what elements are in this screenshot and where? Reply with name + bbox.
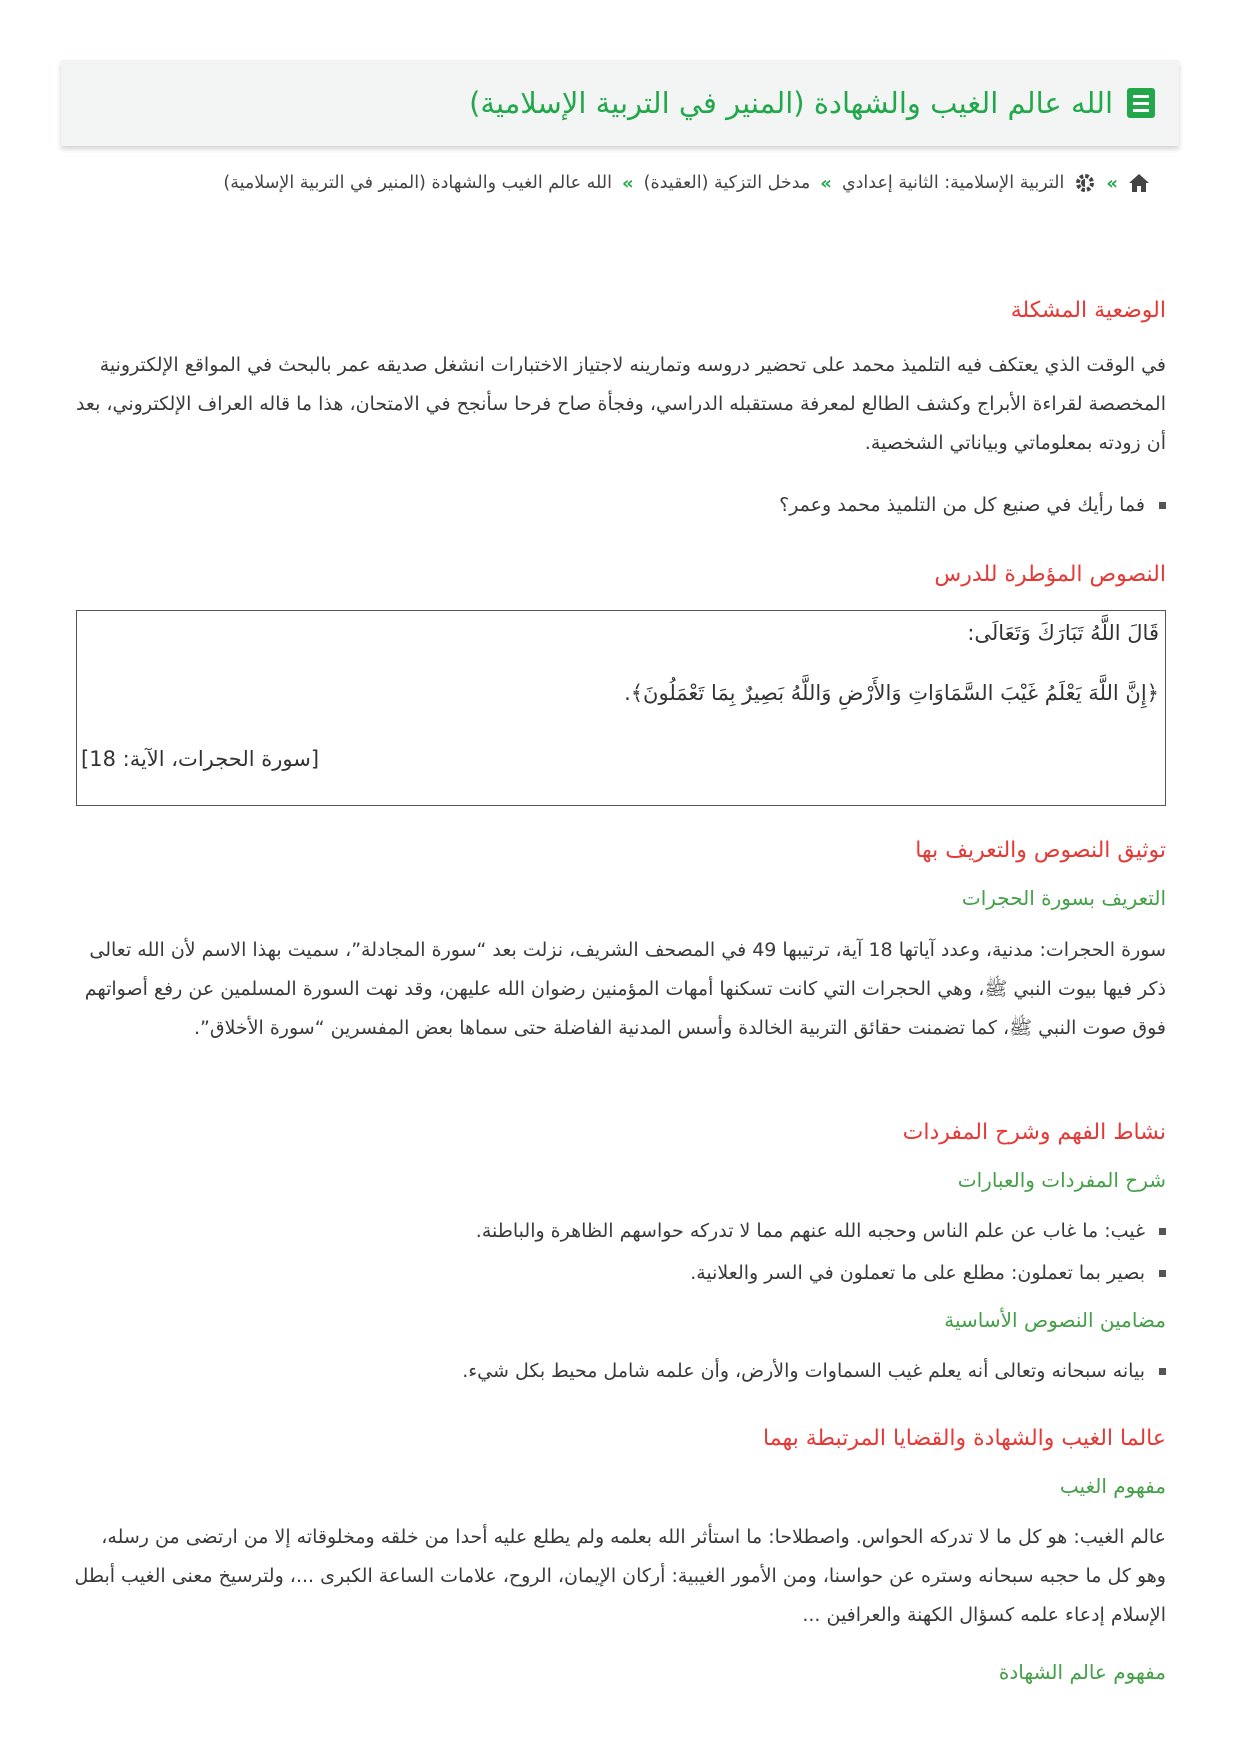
- section-heading-situation: الوضعية المشكلة: [1010, 298, 1166, 323]
- content-item: بيانه سبحانه وتعالى أنه يعلم غيب السماوات والأرض، وأن علمه شامل محيط بكل شيء.: [462, 1360, 1145, 1382]
- breadcrumb: [223, 168, 1150, 198]
- breadcrumb-separator: »: [820, 172, 832, 194]
- surah-paragraph: سورة الحجرات: مدنية، وعدد آياتها 18 آية، ترتيبها 49 في المصحف الشريف، نزلت بعد “سورة المجادلة”، سميت بهذا الاسم لأن الله تعالى ذكر فيها بيوت النبي ﷺ، وهي الحجرات التي كانت تسكنها أمهات المؤمنين رضوان الله عليهن، وقد نهت السورة المسلمين عن رفع أصواتهم فوق صوت النبي ﷺ، كما تضمنت حقائق التربية الخالدة وأسس المدنية الفاضلة حتى سماها بعض المفسرين “سورة الأخلاق”.: [84, 939, 1166, 1039]
- bullet-icon: [1159, 1270, 1166, 1277]
- section-heading-worlds: عالما الغيب والشهادة والقضايا المرتبطة بهما: [763, 1426, 1166, 1451]
- list-item: [690, 1262, 1166, 1284]
- list-item: [779, 494, 1166, 516]
- page-title-bar: [61, 60, 1179, 146]
- document-icon: [1127, 88, 1155, 118]
- list-item: [476, 1220, 1166, 1242]
- home-icon[interactable]: [1128, 173, 1150, 193]
- breadcrumb-item-current: الله عالم الغيب والشهادة (المنير في التربية الإسلامية): [223, 173, 612, 193]
- verse-text: ﴿إِنَّ اللَّهَ يَعْلَمُ غَيْبَ السَّمَاوَاتِ وَالأَرْضِ وَاللَّهُ بَصِيرٌ بِمَا تَعْمَلُونَ﴾.: [624, 681, 1159, 705]
- subheading-unseen: مفهوم الغيب: [1059, 1474, 1166, 1498]
- breadcrumb-item-unit[interactable]: مدخل التزكية (العقيدة): [643, 173, 811, 193]
- breadcrumb-separator: »: [621, 172, 634, 194]
- vocab-item: بصير بما تعملون: مطلع على ما تعملون في السر والعلانية.: [690, 1262, 1145, 1284]
- section-heading-understanding: نشاط الفهم وشرح المفردات: [902, 1120, 1166, 1145]
- subheading-vocab: شرح المفردات والعبارات: [957, 1168, 1166, 1192]
- bullet-icon: [1159, 502, 1166, 509]
- subheading-contents: مضامين النصوص الأساسية: [944, 1308, 1166, 1332]
- settings-icon[interactable]: [1074, 172, 1096, 194]
- verse-reference: [سورة الحجرات، الآية: 18]: [81, 747, 320, 771]
- section-heading-texts: النصوص المؤطرة للدرس: [934, 562, 1166, 587]
- subheading-surah-intro: التعريف بسورة الحجرات: [961, 886, 1166, 910]
- breadcrumb-separator: »: [1106, 172, 1118, 194]
- bullet-icon: [1159, 1228, 1166, 1235]
- verse-intro: قَالَ اللَّهُ تَبَارَكَ وَتَعَالَى:: [967, 621, 1159, 645]
- list-item: [462, 1360, 1166, 1382]
- quran-verse-box: [76, 610, 1166, 806]
- vocab-item: غيب: ما غاب عن علم الناس وحجبه الله عنهم مما لا تدركه حواسهم الظاهرة والباطنة.: [475, 1220, 1145, 1242]
- situation-question: فما رأيك في صنيع كل من التلميذ محمد وعمر؟: [779, 494, 1145, 516]
- subheading-witnessed: مفهوم عالم الشهادة: [998, 1660, 1166, 1684]
- section-heading-documentation: توثيق النصوص والتعريف بها: [915, 838, 1166, 863]
- situation-paragraph: في الوقت الذي يعتكف فيه التلميذ محمد على تحضير دروسه وتمارينه لاجتياز الاختبارات انشغل صديقه عمر بالبحث في المواقع الإلكترونية المخصصة لقراءة الأبراج وكشف الطالع لمعرفة مستقبله الدراسي، وفجأة صاح فرحا سأنجح في الامتحان، هذا ما قاله العراف الإلكتروني، بعد أن زودته بمعلوماتي وبياناتي الشخصية.: [75, 354, 1166, 454]
- breadcrumb-item-grade[interactable]: التربية الإسلامية: الثانية إعدادي: [841, 173, 1065, 193]
- page-title: الله عالم الغيب والشهادة (المنير في التربية الإسلامية): [469, 86, 1113, 120]
- bullet-icon: [1159, 1368, 1166, 1375]
- unseen-paragraph: عالم الغيب: هو كل ما لا تدركه الحواس. واصطلاحا: ما استأثر الله بعلمه ولم يطلع عليه أحدا من خلقه ومخلوقاته إلا من ارتضى من رسله، وهو كل ما حجبه سبحانه وستره عن حواسنا، ومن الأمور الغيبية: أركان الإيمان، الروح، علامات الساعة الكبرى ...، ولترسيخ معنى الغيب أبطل الإسلام إدعاء علمه كسؤال الكهنة والعرافين ...: [74, 1526, 1166, 1626]
